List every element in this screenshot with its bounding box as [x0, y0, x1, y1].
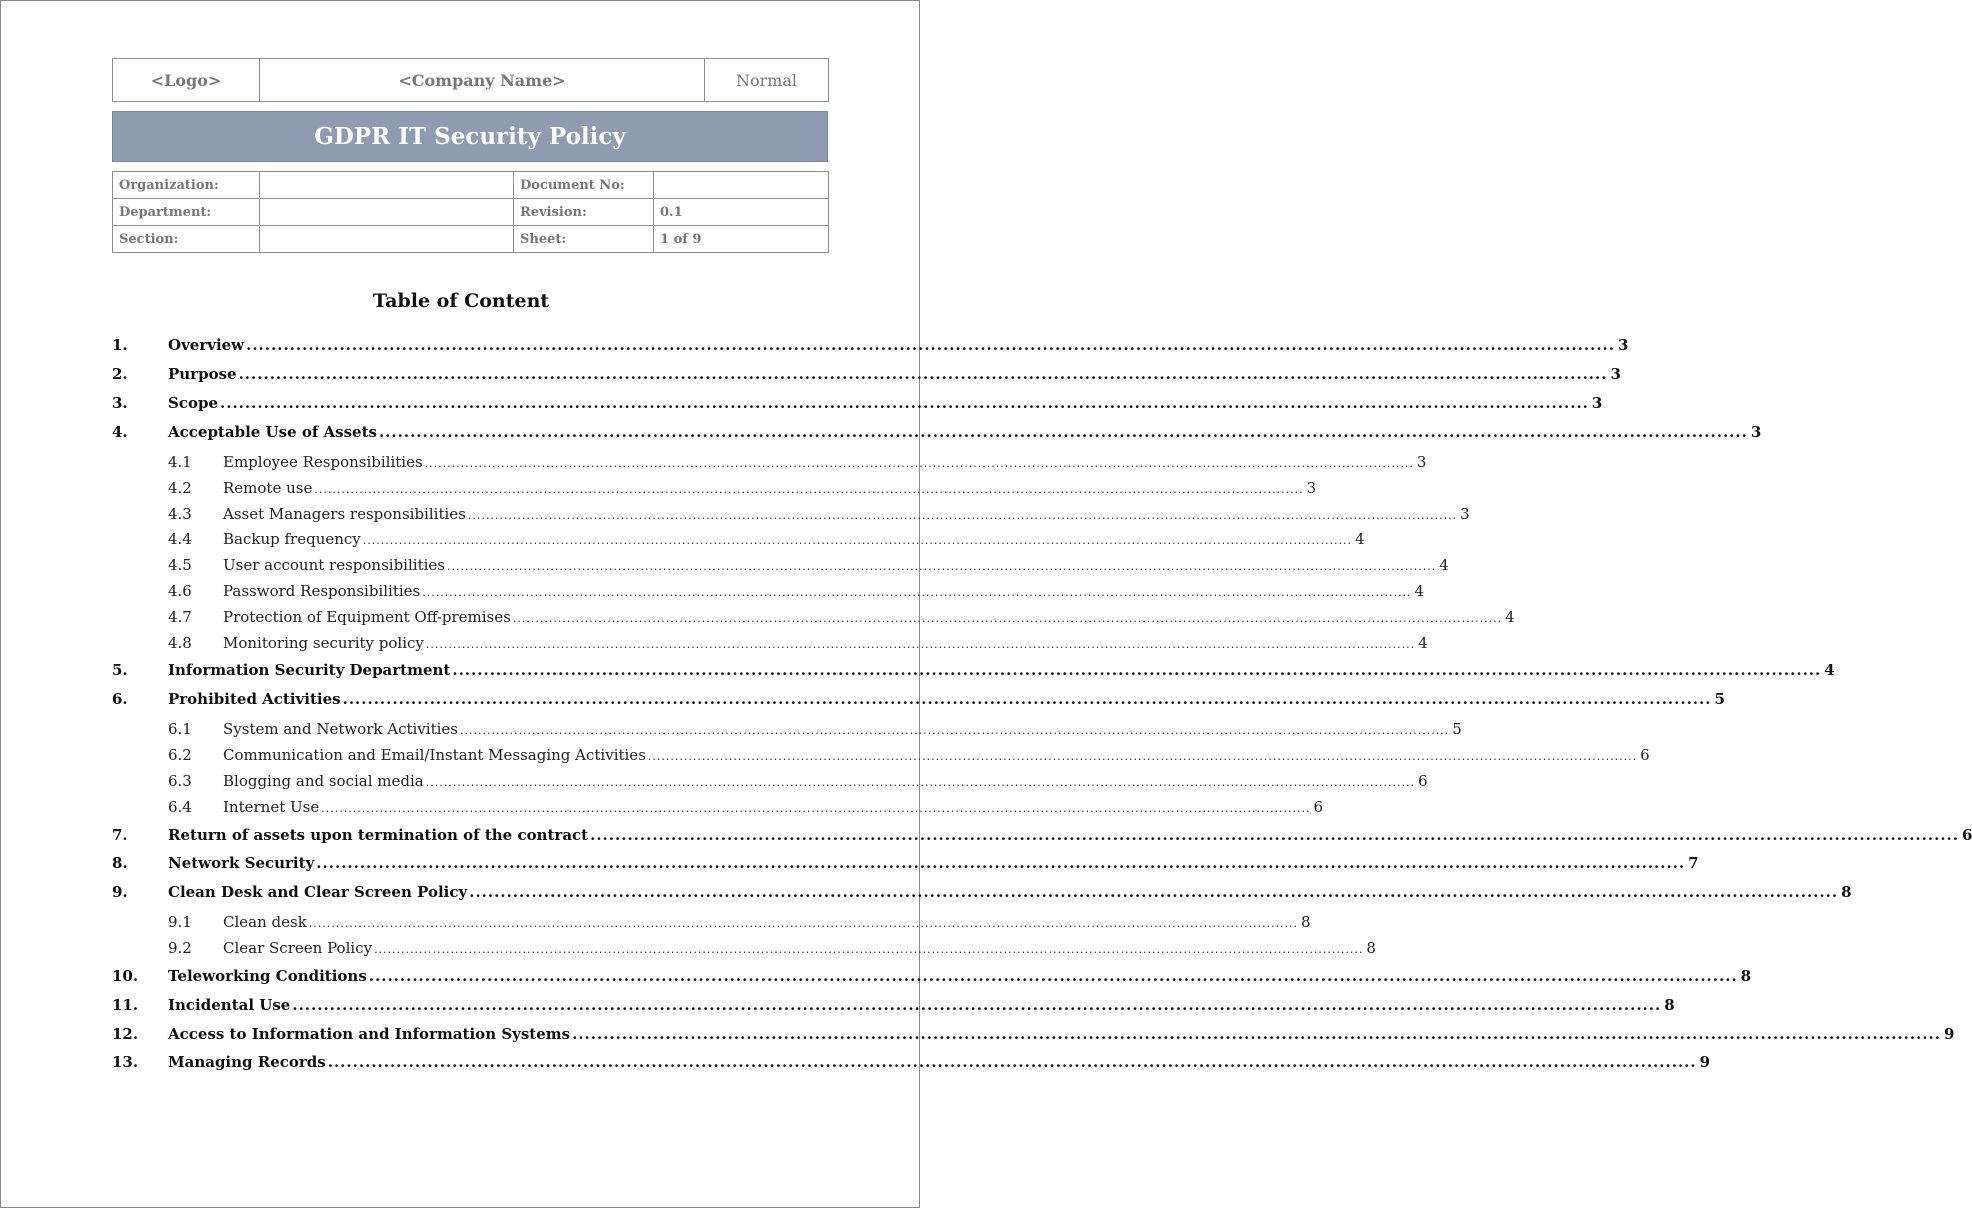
toc-entry-page: 4: [1355, 530, 1365, 548]
toc-entry[interactable]: [112, 772, 1428, 790]
toc-entry-page: 3: [1416, 453, 1427, 471]
toc-entry[interactable]: [112, 336, 1629, 354]
revision-label: Revision:: [514, 199, 654, 226]
toc-dot-leader: ............................................................................................................................................................................................................................: [246, 336, 1615, 354]
toc-entry-number: 1.: [112, 336, 128, 354]
toc-entry-number: 4.1: [168, 453, 192, 471]
toc-title: Table of Content: [372, 290, 550, 312]
sheet-value: 1 of 9: [654, 226, 829, 253]
toc-entry-page: 5: [1452, 720, 1462, 738]
toc-entry-title: Blogging and social media: [223, 772, 424, 790]
toc-entry[interactable]: [112, 967, 1752, 985]
toc-entry-title: Monitoring security policy: [223, 634, 424, 652]
toc-dot-leader: ............................................................................................................................................................................................................................: [425, 638, 1416, 651]
toc-entry-number: 8.: [112, 854, 128, 872]
revision-value: 0.1: [654, 199, 829, 226]
toc-entry[interactable]: [112, 720, 1462, 738]
toc-entry-number: 4.2: [168, 479, 192, 497]
toc-entry-title: System and Network Activities: [223, 720, 458, 738]
toc-entry-title: Communication and Email/Instant Messaging Activities: [223, 746, 646, 764]
toc-entry-number: 9.1: [168, 913, 192, 931]
toc-entry-page: 3: [1750, 423, 1762, 441]
toc-entry-page: 3: [1610, 365, 1621, 383]
toc-entry-title: Overview: [168, 336, 245, 354]
toc-dot-leader: ............................................................................................................................................................................................................................: [327, 1053, 1697, 1071]
toc-entry-title: Purpose: [168, 365, 237, 383]
toc-entry-number: 4.8: [168, 634, 192, 652]
document-meta-table: [112, 171, 829, 253]
toc-entry[interactable]: [112, 453, 1427, 471]
toc-dot-leader: ............................................................................................................................................................................................................................: [469, 883, 1839, 901]
organization-value: [260, 172, 514, 199]
toc-entry[interactable]: [112, 423, 1762, 441]
toc-entry-page: 8: [1740, 967, 1752, 985]
toc-dot-leader: ............................................................................................................................................................................................................................: [314, 483, 1304, 496]
toc-entry[interactable]: [112, 690, 1725, 708]
toc-entry-number: 11.: [112, 996, 139, 1014]
toc-entry[interactable]: [112, 939, 1376, 957]
toc-entry-page: 8: [1366, 939, 1376, 957]
toc-entry-title: Clear Screen Policy: [223, 939, 373, 957]
toc-entry-number: 6.2: [168, 746, 192, 764]
toc-dot-leader: ............................................................................................................................................................................................................................: [512, 612, 1503, 625]
toc-entry-number: 6.3: [168, 772, 192, 790]
toc-entry-number: 10.: [112, 967, 139, 985]
toc-entry-page: 8: [1664, 996, 1675, 1014]
toc-entry-number: 4.: [112, 423, 128, 441]
toc-entry-page: 4: [1439, 556, 1449, 574]
toc-dot-leader: ............................................................................................................................................................................................................................: [308, 917, 1299, 930]
toc-entry-title: Incidental Use: [168, 996, 291, 1014]
toc-entry[interactable]: [112, 854, 1699, 872]
toc-entry[interactable]: [112, 661, 1835, 679]
toc-entry-page: 7: [1688, 854, 1699, 872]
toc-entry[interactable]: [112, 913, 1311, 931]
toc-entry-page: 6: [1640, 746, 1650, 764]
toc-entry-title: Access to Information and Information Systems: [168, 1025, 571, 1043]
department-label: Department:: [113, 199, 260, 226]
toc-entry-title: Asset Managers responsibilities: [223, 505, 466, 523]
document-no-value: [654, 172, 829, 199]
toc-entry-title: Prohibited Activities: [168, 690, 341, 708]
toc-entry-page: 6: [1418, 772, 1428, 790]
toc-entry-page: 4: [1505, 608, 1515, 626]
toc-entry-number: 9.2: [168, 939, 192, 957]
toc-entry-title: Network Security: [168, 854, 315, 872]
toc-dot-leader: ............................................................................................................................................................................................................................: [292, 996, 1662, 1014]
toc-dot-leader: ............................................................................................................................................................................................................................: [647, 750, 1638, 763]
document-title: GDPR IT Security Policy: [112, 111, 828, 162]
toc-entry-number: 6.: [112, 690, 128, 708]
logo-placeholder: <Logo>: [113, 59, 260, 102]
toc-entry-title: Clean Desk and Clear Screen Policy: [168, 883, 468, 901]
toc-entry-title: Information Security Department: [168, 661, 451, 679]
toc-entry-number: 4.4: [168, 530, 192, 548]
toc-dot-leader: ............................................................................................................................................................................................................................: [459, 724, 1450, 737]
organization-label: Organization:: [113, 172, 260, 199]
toc-entry-page: 4: [1418, 634, 1428, 652]
toc-entry[interactable]: [112, 505, 1470, 523]
toc-entry-number: 4.5: [168, 556, 192, 574]
toc-dot-leader: ............................................................................................................................................................................................................................: [238, 365, 1608, 383]
toc-entry-number: 4.3: [168, 505, 192, 523]
toc-entry-number: 7.: [112, 826, 128, 844]
toc-entry-number: 4.7: [168, 608, 192, 626]
toc-entry[interactable]: [112, 634, 1428, 652]
toc-entry-title: Protection of Equipment Off-premises: [223, 608, 511, 626]
toc-entry-number: 4.6: [168, 582, 192, 600]
toc-dot-leader: ............................................................................................................................................................................................................................: [467, 509, 1458, 522]
toc-dot-leader: ............................................................................................................................................................................................................................: [362, 534, 1353, 547]
toc-entry-number: 3.: [112, 394, 128, 412]
toc-entry[interactable]: [112, 365, 1621, 383]
toc-entry-page: 8: [1841, 883, 1852, 901]
toc-entry[interactable]: [112, 394, 1603, 412]
toc-entry-title: Acceptable Use of Assets: [168, 423, 377, 441]
toc-entry-number: 6.4: [168, 798, 192, 816]
toc-entry[interactable]: [112, 826, 1972, 844]
toc-entry-title: Employee Responsibilities: [223, 453, 423, 471]
toc-entry-number: 6.1: [168, 720, 192, 738]
toc-entry[interactable]: [112, 479, 1317, 497]
toc-entry-page: 5: [1714, 690, 1725, 708]
toc-entry[interactable]: [112, 530, 1365, 548]
toc-entry[interactable]: [112, 1025, 1955, 1043]
toc-dot-leader: ............................................................................................................................................................................................................................: [374, 943, 1364, 956]
toc-dot-leader: ............................................................................................................................................................................................................................: [446, 560, 1437, 573]
toc-entry[interactable]: [112, 996, 1675, 1014]
toc-entry-page: 8: [1301, 913, 1311, 931]
toc-entry-page: 3: [1591, 394, 1603, 412]
toc-dot-leader: ............................................................................................................................................................................................................................: [378, 423, 1748, 441]
toc-entry-page: 9: [1944, 1025, 1955, 1043]
toc-entry[interactable]: [112, 798, 1324, 816]
toc-entry-title: Teleworking Conditions: [168, 967, 367, 985]
sheet-label: Sheet:: [514, 226, 654, 253]
toc-entry-number: 5.: [112, 661, 128, 679]
toc-dot-leader: ............................................................................................................................................................................................................................: [425, 776, 1415, 789]
toc-entry[interactable]: [112, 883, 1852, 901]
toc-dot-leader: ............................................................................................................................................................................................................................: [220, 394, 1589, 412]
toc-dot-leader: ............................................................................................................................................................................................................................: [342, 690, 1712, 708]
toc-entry-number: 2.: [112, 365, 128, 383]
toc-entry[interactable]: [112, 556, 1449, 574]
toc-dot-leader: ............................................................................................................................................................................................................................: [321, 802, 1311, 815]
header-table: [112, 58, 829, 102]
toc-entry-page: 6: [1313, 798, 1324, 816]
department-value: [260, 199, 514, 226]
toc-entry-page: 3: [1618, 336, 1629, 354]
toc-entry-page: 3: [1460, 505, 1470, 523]
toc-dot-leader: ............................................................................................................................................................................................................................: [368, 967, 1738, 985]
toc-entry-title: User account responsibilities: [223, 556, 445, 574]
company-name-placeholder: <Company Name>: [260, 59, 705, 102]
toc-entry-title: Backup frequency: [223, 530, 361, 548]
toc-entry-title: Managing Records: [168, 1053, 326, 1071]
toc-entry-title: Clean desk: [223, 913, 307, 931]
toc-entry-title: Internet Use: [223, 798, 320, 816]
toc-dot-leader: ............................................................................................................................................................................................................................: [452, 661, 1822, 679]
toc-entry-page: 4: [1824, 661, 1835, 679]
section-label: Section:: [113, 226, 260, 253]
toc-dot-leader: ............................................................................................................................................................................................................................: [424, 457, 1414, 470]
section-value: [260, 226, 514, 253]
document-no-label: Document No:: [514, 172, 654, 199]
toc-entry-number: 13.: [112, 1053, 139, 1071]
toc-entry[interactable]: [112, 582, 1425, 600]
toc-entry[interactable]: [112, 608, 1515, 626]
toc-entry-number: 9.: [112, 883, 128, 901]
toc-dot-leader: ............................................................................................................................................................................................................................: [572, 1025, 1941, 1043]
toc-dot-leader: ............................................................................................................................................................................................................................: [316, 854, 1686, 872]
toc-entry-page: 6: [1962, 826, 1972, 844]
toc-dot-leader: ............................................................................................................................................................................................................................: [590, 826, 1959, 844]
toc-entry-title: Return of assets upon termination of the contract: [168, 826, 589, 844]
toc-entry[interactable]: [112, 746, 1650, 764]
toc-entry-number: 12.: [112, 1025, 139, 1043]
toc-entry-title: Password Responsibilities: [223, 582, 421, 600]
toc-entry-title: Remote use: [223, 479, 313, 497]
toc-entry-page: 3: [1306, 479, 1317, 497]
toc-entry[interactable]: [112, 1053, 1711, 1071]
toc-entry-page: 4: [1414, 582, 1425, 600]
toc-dot-leader: ............................................................................................................................................................................................................................: [422, 586, 1412, 599]
classification-label: Normal: [705, 59, 829, 102]
toc-entry-page: 9: [1699, 1053, 1711, 1071]
toc-entry-title: Scope: [168, 394, 219, 412]
